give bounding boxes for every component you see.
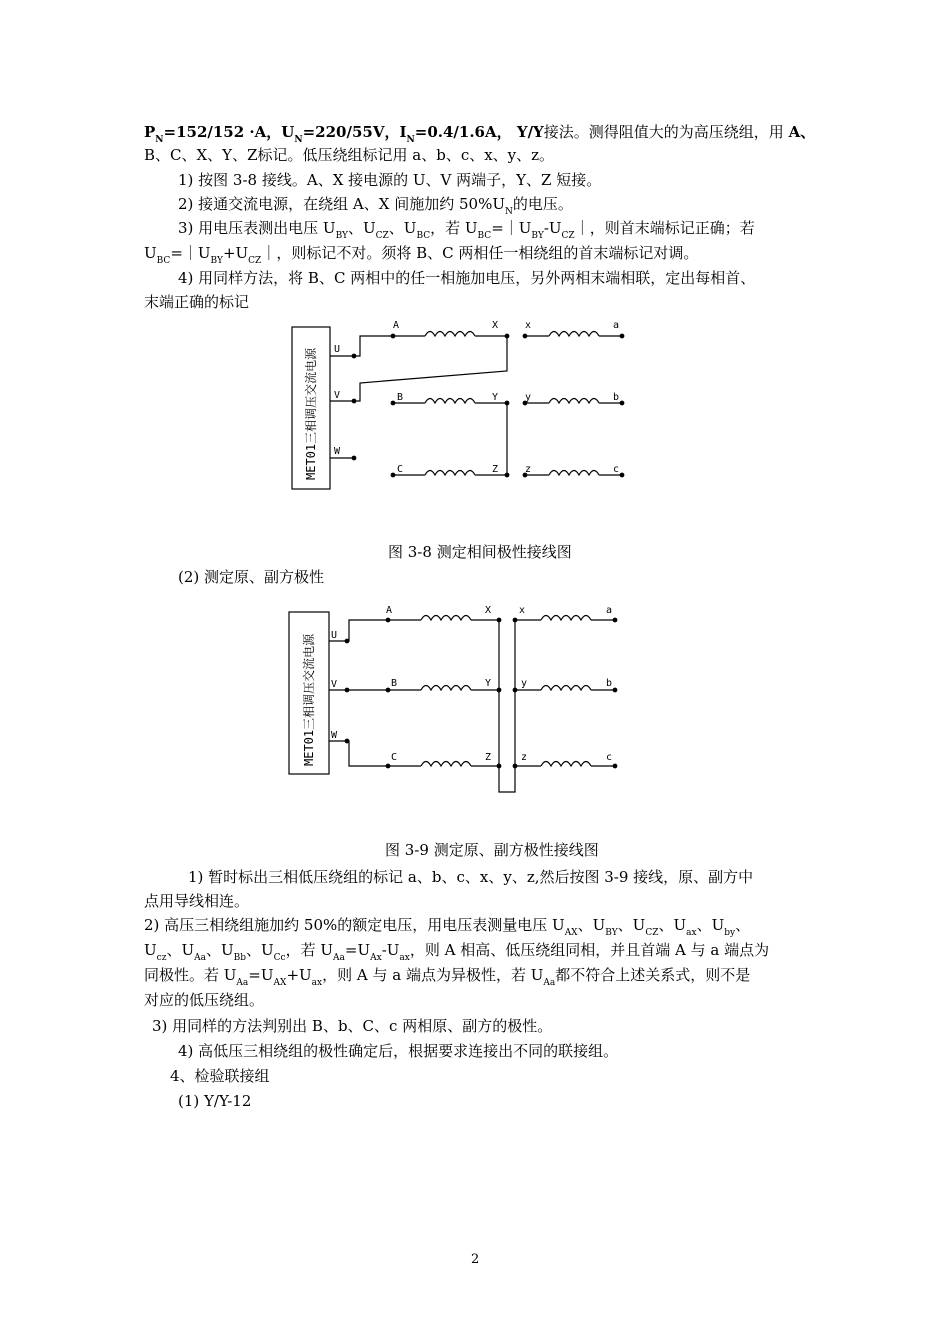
label-A: A [386, 605, 393, 616]
label-a: a [606, 605, 613, 616]
hv-winding-c [386, 762, 501, 768]
label-y: y [525, 392, 532, 403]
label-C: C [391, 752, 398, 763]
terminal-w: W [331, 730, 338, 741]
lv-winding-c [513, 762, 617, 768]
label-Y: Y [485, 678, 492, 689]
label-Y: Y [492, 392, 499, 403]
label-B: B [391, 678, 398, 689]
lv-winding-b [523, 399, 624, 405]
step2-4: 4) 高低压三相绕组的极性确定后，根据要求连接出不同的联接组。 [178, 1042, 619, 1060]
hv-winding-b [386, 686, 501, 692]
figure-3-8 [285, 315, 645, 495]
step1-3: 3) 用电压表测出电压 $U_{BY}$、$U_{CZ}$、$U_{BC}$，若 $U_{BC}=|U_{BY}-U_{CZ}|$，则首末端标记正确；若 [178, 219, 755, 241]
label-Z: Z [492, 464, 499, 475]
label-z: z [525, 464, 532, 475]
terminal-v: V [331, 679, 338, 690]
step1-2: 2) 接通交流电源，在绕组 A、X 间施加约 $50\%U_N$的电压。 [178, 195, 573, 217]
section-4-heading: 4、检验联接组 [170, 1067, 270, 1085]
lv-winding-a [513, 616, 617, 622]
step2-2-cont3: 对应的低压绕组。 [144, 991, 265, 1009]
label-z: z [521, 752, 528, 763]
step1-4: 4) 用同样方法，将 B、C 两相中的任一相施加电压，另外两相末端相联，定出每相首、 [178, 269, 756, 287]
label-X: X [492, 320, 499, 331]
label-y: y [521, 678, 528, 689]
caption-fig-3-8: 图 3-8 测定相间极性接线图 [388, 543, 572, 561]
terminal-w: W [334, 446, 341, 457]
intro-line-2: B、C、X、Y、Z标记。低压绕组标记用 a、b、c、x、y、z。 [144, 146, 555, 164]
power-source-label: MET01三相调压交流电源 [304, 347, 318, 480]
label-b: b [613, 392, 620, 403]
step2-2-cont2: 同极性。若 $U_{Aa}=U_{AX}+U_{ax}$，则 A 与 a 端点为异极性，若 $U_{Aa}$都不符合上述关系式，则不是 [144, 966, 751, 988]
lv-winding-a [523, 332, 624, 338]
caption-fig-3-9: 图 3-9 测定原、副方极性接线图 [385, 841, 599, 859]
label-C: C [397, 464, 404, 475]
subsection-yy12: (1) Y/Y-12 [178, 1092, 252, 1110]
hv-winding-a [386, 616, 501, 622]
label-Z: Z [485, 752, 492, 763]
page-number: 2 [471, 1252, 480, 1267]
section-2-title: (2) 测定原、副方极性 [178, 568, 325, 586]
label-c: c [613, 464, 620, 475]
label-a: a [613, 320, 620, 331]
label-x: x [525, 320, 532, 331]
label-X: X [485, 605, 492, 616]
step2-1: 1) 暂时标出三相低压绕组的标记 a、b、c、x、y、z,然后按图 3-9 接线，原、副方中 [188, 868, 754, 886]
lv-winding-c [523, 471, 624, 477]
label-b: b [606, 678, 613, 689]
terminal-v: V [334, 390, 341, 401]
intro-line-1: $P_N=152/152 \cdot A$，$U_N=220/55V$，$I_N=0.4/1.6A$， Y/Y接法。测得阻值大的为高压绕组，用 A、 [144, 123, 816, 145]
label-c: c [606, 752, 613, 763]
step2-3: 3) 用同样的方法判别出 B、b、C、c 两相原、副方的极性。 [152, 1017, 553, 1035]
step2-2-cont1: $U_{cz}$、$U_{Aa}$、$U_{Bb}$、$U_{Cc}$，若 $U_{Aa}=U_{Ax}-U_{ax}$，则 A 相高、低压绕组同相，并且首端 A 与 a 端点为 [144, 941, 770, 963]
label-x: x [519, 605, 526, 616]
hv-winding-a [391, 332, 509, 338]
power-source-label: MET01三相调压交流电源 [302, 633, 316, 766]
step2-2: 2) 高压三相绕组施加约 50%的额定电压，用电压表测量电压 $U_{AX}$、$U_{BY}$、$U_{CZ}$、$U_{ax}$、$U_{by}$、 [144, 916, 751, 938]
lv-winding-b [513, 686, 617, 692]
figure-3-9 [283, 598, 628, 798]
step1-4-cont: 末端正确的标记 [144, 293, 250, 311]
terminal-u: U [334, 344, 341, 355]
label-B: B [397, 392, 404, 403]
label-A: A [393, 320, 400, 331]
step1-1: 1) 按图 3-8 接线。A、X 接电源的 U、V 两端子，Y、Z 短接。 [178, 171, 602, 189]
step2-1-cont: 点用导线相连。 [144, 892, 250, 910]
terminal-u: U [331, 630, 338, 641]
step1-3-cont: $U_{BC}=|U_{BY}+U_{CZ}|$，则标记不对。须将 B、C 两相任一相绕组的首末端标记对调。 [144, 244, 699, 266]
